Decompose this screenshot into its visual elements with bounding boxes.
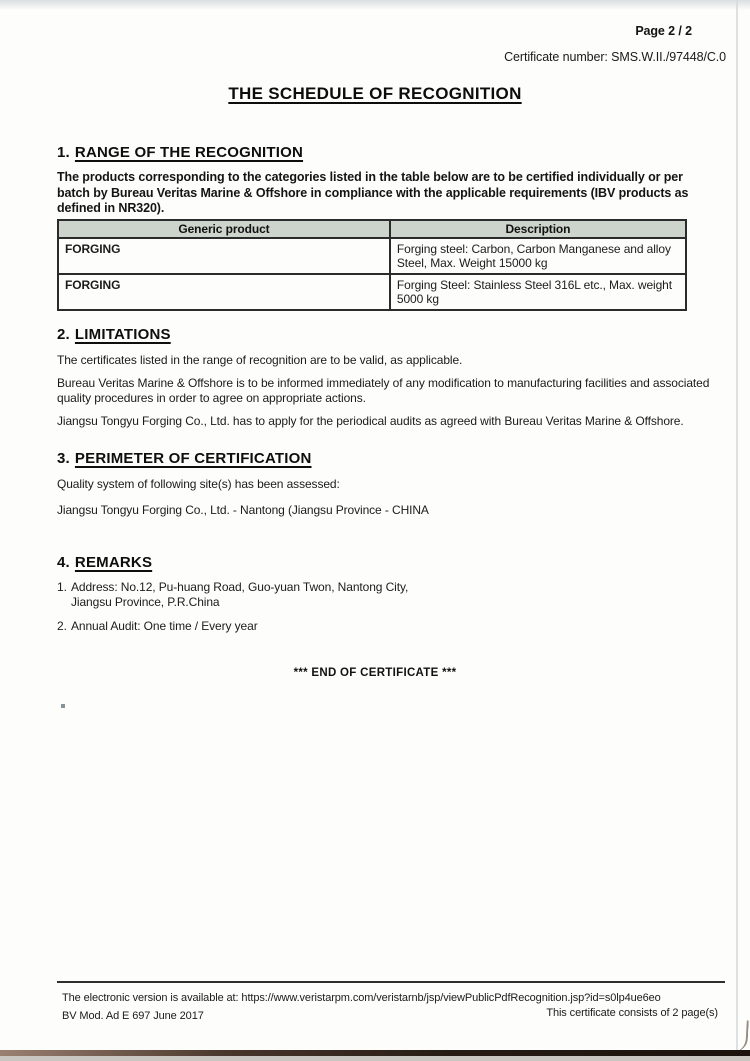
section-1-title: RANGE OF THE RECOGNITION — [74, 144, 304, 161]
section-4-number: 4. — [57, 554, 70, 571]
cell-generic-product: FORGING — [58, 274, 390, 310]
limitations-paragraph: The certificates listed in the range of recognition are to be valid, as applicable. — [57, 353, 463, 367]
remark-number: 2. — [57, 619, 67, 633]
section-2-heading — [57, 326, 717, 343]
remark-lines — [71, 580, 408, 610]
table-header-description: Description — [390, 220, 686, 238]
table-row — [58, 274, 686, 310]
cell-description: Forging Steel: Stainless Steel 316L etc., Max. weight 5000 kg — [390, 274, 686, 310]
table-row — [58, 238, 686, 274]
limitations-paragraph: Jiangsu Tongyu Forging Co., Ltd. has to apply for the periodical audits as agreed with Bureau Veritas Marine & Offshore. — [57, 414, 684, 428]
table-header-generic-product: Generic product — [58, 220, 390, 238]
remark-number: 1. — [57, 580, 67, 594]
section-1-number: 1. — [57, 144, 70, 161]
section-remarks — [57, 554, 717, 634]
remark-address-line-2: Jiangsu Province, P.R.China — [71, 595, 220, 609]
cell-description: Forging steel: Carbon, Carbon Manganese and alloy Steel, Max. Weight 15000 kg — [390, 238, 686, 274]
scan-artifact-bottom-gray — [0, 1056, 750, 1061]
remark-address-line-1: Address: No.12, Pu-huang Road, Guo-yuan Twon, Nantong City, — [71, 580, 409, 594]
perimeter-site-line: Jiangsu Tongyu Forging Co., Ltd. - Nantong (Jiangsu Province - CHINA — [57, 503, 429, 517]
recognition-table — [57, 219, 687, 311]
section-4-heading — [57, 554, 717, 571]
remark-audit-line: Annual Audit: One time / Every year — [71, 619, 258, 633]
section-1-intro: The products corresponding to the categories listed in the table below are to be certified individually or per batch by Bureau Veritas Marine & Offshore in compliance with the applicable requirements (IBV products as defined in NR320). — [57, 170, 689, 215]
cell-generic-product: FORGING — [58, 238, 390, 274]
scan-artifact-right-edge — [736, 0, 738, 1050]
section-limitations — [57, 326, 717, 429]
section-range-of-recognition — [57, 144, 697, 217]
remark-lines — [71, 619, 258, 634]
section-1-heading — [57, 144, 697, 161]
section-2-number: 2. — [57, 326, 70, 343]
section-4-title: REMARKS — [74, 554, 153, 571]
section-perimeter-of-certification — [57, 450, 717, 518]
footer-electronic-version: The electronic version is available at: https://www.veristarpm.com/veristarnb/jsp/viewPublicPdfRecognition.jsp?id=s0lp4ue6eo — [62, 992, 661, 1004]
section-3-title: PERIMETER OF CERTIFICATION — [74, 450, 312, 467]
document-title: THE SCHEDULE OF RECOGNITION — [228, 84, 522, 103]
remark-address — [57, 580, 717, 610]
remark-annual-audit — [57, 619, 717, 634]
end-of-certificate-marker: *** END OF CERTIFICATE *** — [293, 667, 457, 679]
limitations-paragraph: Bureau Veritas Marine & Offshore is to be informed immediately of any modification to manufacturing facilities and associated quality procedures in order to agree on appropriate actions. — [57, 376, 710, 405]
scan-artifact-dot — [61, 704, 65, 708]
footer-divider — [57, 981, 725, 983]
scan-artifact-top-shadow — [0, 0, 750, 10]
footer-page-count-note: This certificate consists of 2 page(s) — [546, 1007, 718, 1019]
perimeter-paragraph: Quality system of following site(s) has been assessed: — [57, 477, 340, 491]
section-2-title: LIMITATIONS — [74, 326, 171, 343]
section-3-number: 3. — [57, 450, 70, 467]
scan-artifact-corner-curl — [727, 1019, 749, 1052]
certificate-number: Certificate number: SMS.W.II./97448/C.0 — [504, 50, 726, 64]
section-3-heading — [57, 450, 717, 467]
footer-form-reference: BV Mod. Ad E 697 June 2017 — [62, 1010, 204, 1022]
page-number: Page 2 / 2 — [635, 24, 692, 38]
table-header-row — [58, 220, 686, 238]
